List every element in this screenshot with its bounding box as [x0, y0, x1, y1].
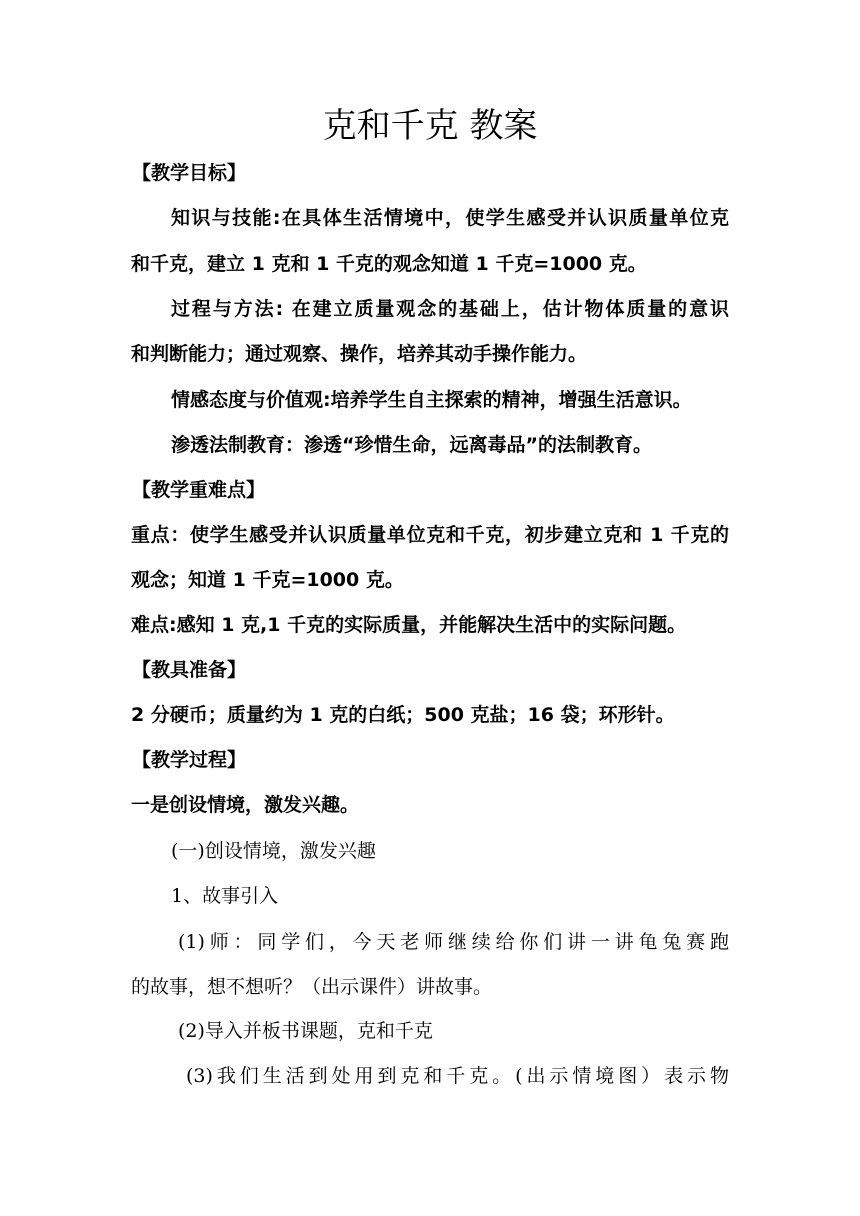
paragraph-line: 观念；知道 1 千克=1000 克。: [131, 569, 404, 591]
paragraph-line: 和千克，建立 1 克和 1 千克的观念知道 1 千克=1000 克。: [131, 253, 647, 275]
paragraph-line: 知识与技能:在具体生活情境中，使学生感受并认识质量单位克: [171, 207, 729, 229]
paragraph-line: 和判断能力；通过观察、操作，培养其动手操作能力。: [131, 343, 588, 365]
section-heading-tools: 【教具准备】: [132, 659, 247, 681]
document-title: 克和千克 教案: [322, 106, 538, 146]
paragraph-line: 重点：使学生感受并认识质量单位克和千克，初步建立克和 1 千克的: [131, 524, 729, 546]
paragraph-line: 一是创设情境，激发兴趣。: [131, 794, 360, 816]
paragraph-line: 1、故事引入: [171, 885, 279, 907]
paragraph-line: (一)创设情境，激发兴趣: [171, 840, 376, 862]
section-heading-process: 【教学过程】: [132, 749, 247, 771]
paragraph-line: 渗透法制教育：渗透“珍惜生命，远离毒品”的法制教育。: [171, 434, 652, 456]
paragraph-line: 2 分硬币；质量约为 1 克的白纸；500 克盐；16 袋；环形针。: [131, 704, 675, 726]
paragraph-line: (1)师：同学们，今天老师继续给你们讲一讲龟兔赛跑: [178, 931, 729, 953]
paragraph-line: 难点:感知 1 克,1 千克的实际质量，并能解决生活中的实际问题。: [131, 614, 687, 636]
paragraph-line: (3)我们生活到处用到克和千克。(出示情境图）表示物: [186, 1065, 729, 1087]
paragraph-line: 情感态度与价值观:培养学生自主探索的精神，增强生活意识。: [171, 389, 692, 411]
section-heading-key-points: 【教学重难点】: [132, 479, 266, 501]
paragraph-line: 的故事，想不想听？（出示课件）讲故事。: [131, 976, 493, 998]
paragraph-line: 过程与方法: 在建立质量观念的基础上，估计物体质量的意识: [171, 298, 729, 320]
section-heading-goals: 【教学目标】: [132, 162, 247, 184]
paragraph-line: (2)导入并板书课题，克和千克: [178, 1020, 433, 1042]
